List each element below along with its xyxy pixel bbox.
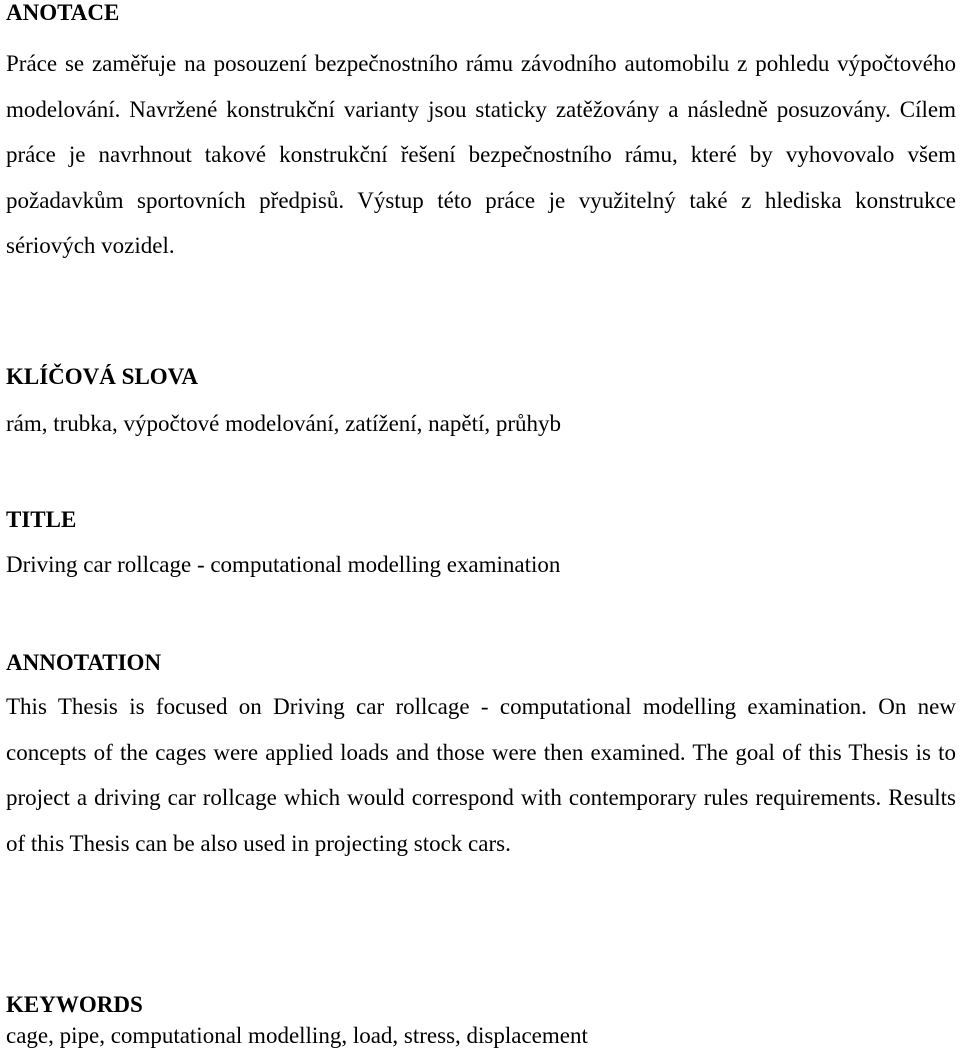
- anotace-paragraph: Práce se zaměřuje na posouzení bezpečnostního rámu závodního automobilu z pohledu výpočtového modelování. Navržené konstrukční varianty jsou staticky zatěžovány a následně posuzovány. Cílem práce je navrhnout takové konstrukční řešení bezpečnostního rámu, které by vyhovovalo všem požadavkům sportovních předpisů. Výstup této práce je využitelný také z hlediska konstrukce sériových vozidel.: [6, 51, 956, 258]
- title-heading: TITLE: [6, 507, 77, 532]
- anotace-heading: ANOTACE: [6, 0, 120, 25]
- annotation-paragraph: This Thesis is focused on Driving car rollcage - computational modelling examination. On new concepts of the cages were applied loads and those were then examined. The goal of this Thesis is to project a driving car rollcage which would correspond with contemporary rules requirements. Results of this Thesis can be also used in projecting stock cars.: [6, 694, 956, 856]
- title-text: Driving car rollcage - computational modelling examination: [6, 552, 561, 577]
- keywords-heading: KEYWORDS: [6, 992, 143, 1017]
- keywords-text: cage, pipe, computational modelling, load, stress, displacement: [6, 1023, 588, 1048]
- klicova-slova-heading: KLÍČOVÁ SLOVA: [6, 364, 198, 389]
- klicova-slova-text: rám, trubka, výpočtové modelování, zatížení, napětí, průhyb: [6, 411, 562, 436]
- annotation-heading: ANNOTATION: [6, 650, 162, 675]
